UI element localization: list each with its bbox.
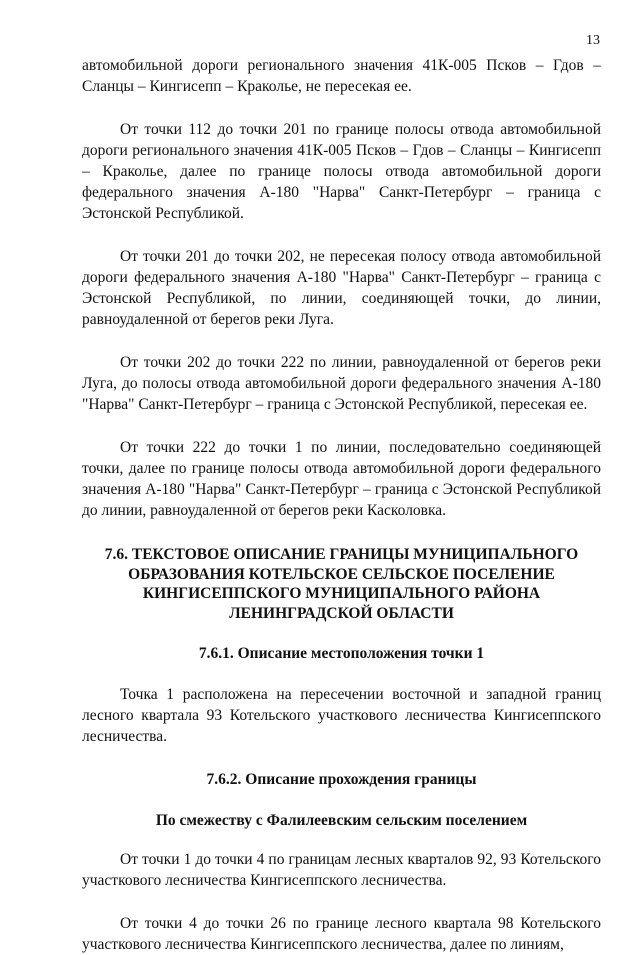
- paragraph-point-1-location: Точка 1 расположена на пересечении восточной и западной границ лесного квартала 93 Котельского участкового лесничества Кингисеппского лесничества.: [82, 686, 601, 745]
- paragraph-1-4: От точки 1 до точки 4 по границам лесных кварталов 92, 93 Котельского участкового лесничества Кингисеппского лесничества.: [82, 851, 601, 889]
- subsection-heading-boundary: 7.6.2. Описание прохождения границы: [206, 771, 477, 788]
- paragraph-222-1: От точки 222 до точки 1 по линии, последовательно соединяющей точки, далее по границе полосы отвода автомобильной дороги федерального значения А-180 "Нарва" Санкт-Петербург – граница с Эстонской Республикой до линии, равноудаленной от берегов реки Касколовка.: [82, 439, 601, 519]
- boundary-neighbor-heading: По смежеству с Фалилеевским сельским поселением: [155, 812, 528, 829]
- paragraph-112-201: От точки 112 до точки 201 по границе полосы отвода автомобильной дороги регионального значения 41К-005 Псков – Гдов – Сланцы – Кингисепп – Краколье, далее по границе полосы отвода автомобильной дороги федерального значения А-180 "Нарва" Санкт-Петербург – граница с Эстонской Республикой.: [82, 121, 601, 222]
- paragraph-201-202: От точки 201 до точки 202, не пересекая полосу отвода автомобильной дороги федерального значения А-180 "Нарва" Санкт-Петербург – граница с Эстонской Республикой, по линии, соединяющей точки, до линии, равноудаленной от берегов реки Луга.: [82, 248, 601, 328]
- page-number: 13: [586, 33, 600, 48]
- paragraph-202-222: От точки 202 до точки 222 по линии, равноудаленной от берегов реки Луга, до полосы отвода автомобильной дороги федерального значения А-180 "Нарва" Санкт-Петербург – граница с Эстонской Республикой, пересекая ее.: [82, 354, 601, 413]
- paragraph-4-26: От точки 4 до точки 26 по границе лесного квартала 98 Котельского участкового лесничества Кингисеппского лесничества, далее по линиям,: [82, 915, 601, 953]
- subsection-heading-point-1: 7.6.1. Описание местоположения точки 1: [198, 645, 485, 662]
- section-heading: 7.6. ТЕКСТОВОЕ ОПИСАНИЕ ГРАНИЦЫ МУНИЦИПАЛЬНОГО ОБРАЗОВАНИЯ КОТЕЛЬСКОЕ СЕЛЬСКОЕ ПОСЕЛЕНИЕ КИНГИСЕППСКОГО МУНИЦИПАЛЬНОГО РАЙОНА ЛЕНИНГРАДСКОЙ ОБЛАСТИ: [104, 546, 579, 622]
- paragraph-continuation: автомобильной дороги регионального значения 41К-005 Псков – Гдов – Сланцы – Кингисепп – Краколье, не пересекая ее.: [82, 57, 601, 95]
- document-body: [82, 55, 601, 955]
